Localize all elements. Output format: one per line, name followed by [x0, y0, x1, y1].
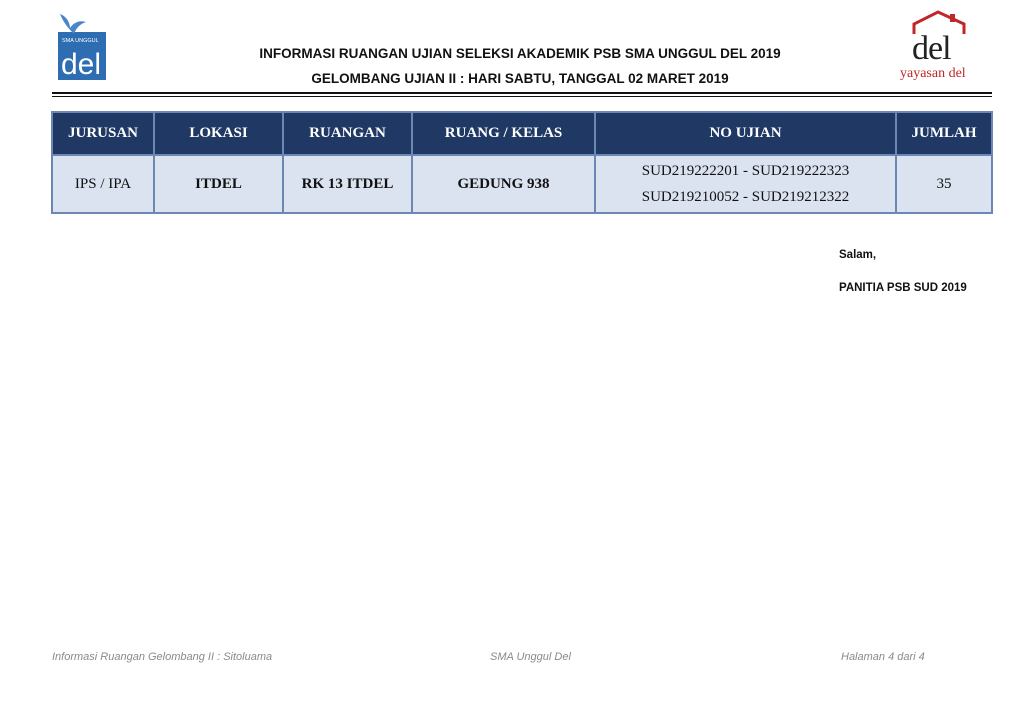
- logo-top-text: SMA UNGGUL: [62, 38, 99, 44]
- header-jurusan: JURUSAN: [52, 112, 154, 155]
- yayasan-del-logo: [898, 10, 982, 82]
- footer-left: Informasi Ruangan Gelombang II : Sitoluama: [52, 651, 273, 663]
- logo-yayasan-text: yayasan del: [900, 66, 966, 81]
- footer-page-number: Halaman 4 dari 4: [841, 651, 925, 663]
- header-jumlah: JUMLAH: [896, 112, 992, 155]
- cell-ruang-kelas: GEDUNG 938: [412, 155, 595, 213]
- cell-jumlah: 35: [896, 155, 992, 213]
- closing-signature: PANITIA PSB SUD 2019: [839, 282, 967, 294]
- page-subtitle: GELOMBANG UJIAN II : HARI SABTU, TANGGAL 02 MARET 2019: [311, 71, 729, 86]
- page-title: INFORMASI RUANGAN UJIAN SELEKSI AKADEMIK PSB SMA UNGGUL DEL 2019: [259, 46, 781, 61]
- sma-unggul-del-logo: [56, 12, 108, 82]
- no-ujian-range-1: SUD219222201 - SUD219222323: [641, 163, 850, 179]
- header-divider: [52, 92, 992, 97]
- header-ruangan: RUANGAN: [283, 112, 412, 155]
- cell-lokasi: ITDEL: [154, 155, 283, 213]
- footer-center: SMA Unggul Del: [490, 651, 571, 663]
- header-ruang-kelas: RUANG / KELAS: [412, 112, 595, 155]
- closing-greeting: Salam,: [839, 249, 877, 261]
- logo-main-text: del: [61, 48, 102, 81]
- logo-del-word: del: [912, 30, 951, 67]
- table-header-row: [52, 112, 992, 155]
- cell-no-ujian: [595, 155, 896, 213]
- no-ujian-range-2: SUD219210052 - SUD219212322: [641, 189, 850, 205]
- exam-room-table: [51, 111, 993, 214]
- table-row: [52, 155, 992, 213]
- header-lokasi: LOKASI: [154, 112, 283, 155]
- header-no-ujian: NO UJIAN: [595, 112, 896, 155]
- cell-jurusan: IPS / IPA: [52, 155, 154, 213]
- cell-ruangan: RK 13 ITDEL: [283, 155, 412, 213]
